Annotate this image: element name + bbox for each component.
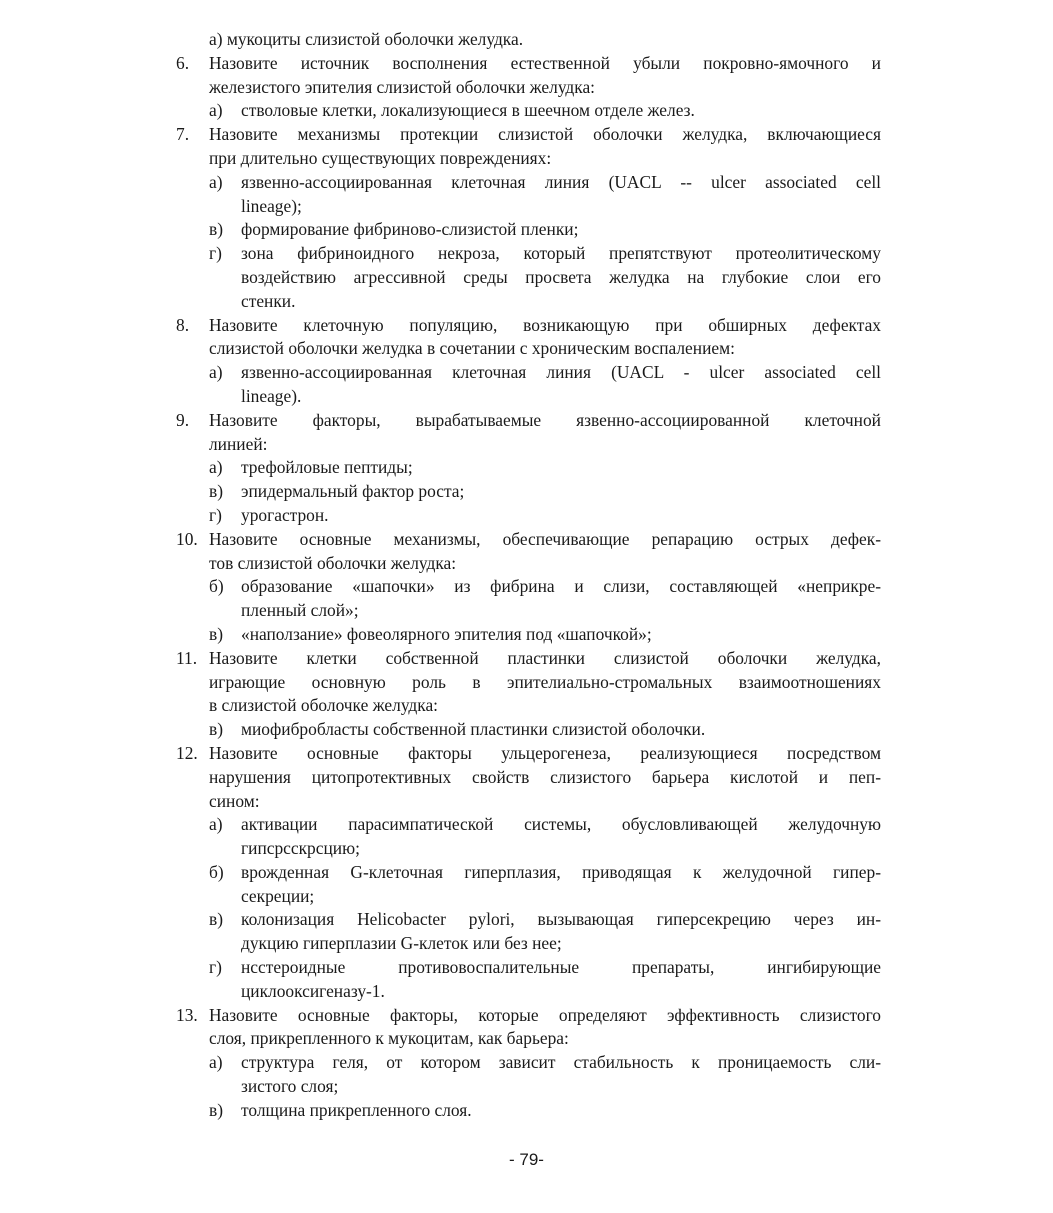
answer-line: [0, 575, 881, 599]
question-text: при длительно существующих повреждениях:: [209, 147, 552, 168]
question-text: железистого эпителия слизистой оболочки желудка:: [209, 76, 596, 97]
question-text: Назовите основные механизмы, обеспечивающие репарацию острых дефек-: [209, 528, 881, 549]
answer-line: [0, 718, 881, 742]
question-text: Назовите факторы, вырабатываемые язвенно-ассоциированной клеточной: [209, 409, 881, 430]
question-continuation: [0, 552, 881, 576]
question-text: тов слизистой оболочки желудка:: [209, 552, 457, 573]
question-line: [0, 123, 881, 147]
question-text: слоя, прикрепленного к мукоцитам, как барьера:: [209, 1028, 569, 1049]
question-line: [0, 742, 881, 766]
answer-line: [0, 1099, 881, 1123]
answer-line: [0, 171, 881, 195]
question-text: слизистой оболочки желудка в сочетании с хроническим воспалением:: [209, 338, 735, 359]
question-number: 13.: [176, 1004, 198, 1025]
answer-marker: г): [209, 504, 222, 525]
answer-text: структура геля, от котором зависит стабильность к проницаемость сли-: [241, 1052, 881, 1073]
answer-line: [0, 813, 881, 837]
document-page: [0, 28, 1053, 1123]
question-text: сином:: [209, 790, 260, 811]
question-text: Назовите источник восполнения естественной убыли покровно-ямочного и: [209, 52, 881, 73]
answer-line: [0, 242, 881, 266]
answer-line: [0, 99, 881, 123]
answer-text: колонизация Helicobacter pylori, вызывающая гиперсекрецию через ин-: [241, 909, 881, 930]
answer-marker: в): [209, 623, 224, 644]
question-number: 9.: [176, 409, 190, 430]
question-line: [0, 647, 881, 671]
answer-text: воздействию агрессивной среды просвета желудка на глубокие слои его: [241, 266, 881, 287]
answer-marker: а): [209, 1052, 223, 1073]
answer-continuation: [0, 837, 881, 861]
answer-marker: а): [209, 100, 223, 121]
answer-line: [0, 480, 881, 504]
answer-marker: г): [209, 243, 222, 264]
page-number: - 79-: [509, 1150, 544, 1169]
answer-line: [0, 908, 881, 932]
answer-continuation: [0, 980, 881, 1004]
answer-text: врожденная G-клеточная гиперплазия, приводящая к желудочной гипер-: [241, 861, 881, 882]
question-continuation: [0, 694, 881, 718]
answer-line: [0, 623, 881, 647]
question-text: играющие основную роль в эпителиально-стромальных взаимоотношениях: [209, 671, 881, 692]
question-text: Назовите клетки собственной пластинки слизистой оболочки желудка,: [209, 647, 881, 668]
question-number: 12.: [176, 742, 198, 763]
answer-text: секреции;: [241, 885, 315, 906]
answer-text: стволовые клетки, локализующиеся в шеечном отделе желез.: [241, 100, 695, 121]
answer-text: активации парасимпатической системы, обусловливающей желудочную: [241, 814, 881, 835]
answer-marker: а): [209, 171, 223, 192]
question-line: [0, 314, 881, 338]
answer-text: «наползание» фовеолярного эпителия под «шапочкой»;: [241, 623, 652, 644]
question-number: 8.: [176, 314, 190, 335]
answer-text: lineage).: [241, 385, 302, 406]
question-line: [0, 409, 881, 433]
answer-marker: а): [209, 814, 223, 835]
answer-marker: г): [209, 957, 222, 978]
answer-line: [0, 956, 881, 980]
answer-text: образование «шапочки» из фибрина и слизи, составляющей «неприкре-: [241, 576, 881, 597]
answer-text: стенки.: [241, 290, 296, 311]
answer-continuation: [0, 599, 881, 623]
question-continuation: [0, 671, 881, 695]
question-continuation: [0, 1027, 881, 1051]
question-text: линией:: [209, 433, 268, 454]
question-text: Назовите механизмы протекции слизистой оболочки желудка, включающиеся: [209, 124, 881, 145]
answer-text: язвенно-ассоциированная клеточная линия (UACL -- ulcer associated cell: [241, 171, 881, 192]
answer-continuation: [0, 195, 881, 219]
answer-line: [0, 504, 881, 528]
answer-marker: а): [209, 457, 223, 478]
answer-text: гипсрсскрсцию;: [241, 838, 360, 859]
answer-marker: б): [209, 861, 224, 882]
answer-text: толщина прикрепленного слоя.: [241, 1099, 472, 1120]
answer-continuation: [0, 266, 881, 290]
answer-text: пленный слой»;: [241, 600, 359, 621]
question-text: Назовите клеточную популяцию, возникающую при обширных дефектах: [209, 314, 881, 335]
answer-line: [0, 861, 881, 885]
question-continuation: [0, 766, 881, 790]
question-continuation: [0, 433, 881, 457]
answer-continuation: [0, 385, 881, 409]
answer-text: формирование фибриново-слизистой пленки;: [241, 219, 579, 240]
answer-text: урогастрон.: [241, 504, 329, 525]
question-text: Назовите основные факторы ульцерогенеза, реализующиеся посредством: [209, 742, 881, 763]
answer-line: [0, 28, 1053, 52]
answer-text: миофибробласты собственной пластинки слизистой оболочки.: [241, 719, 706, 740]
answer-text: эпидермальный фактор роста;: [241, 481, 465, 502]
answer-line: [0, 456, 881, 480]
answer-line: [0, 361, 881, 385]
answer-continuation: [0, 1075, 881, 1099]
question-continuation: [0, 147, 881, 171]
answer-marker: б): [209, 576, 224, 597]
answer-text: нсстероидные противовоспалительные препараты, ингибирующие: [241, 957, 881, 978]
answer-text: дукцию гиперплазии G-клеток или без нее;: [241, 933, 562, 954]
answer-line: [0, 218, 881, 242]
answer-marker: в): [209, 909, 224, 930]
answer-text: циклооксигеназу-1.: [241, 980, 385, 1001]
question-text: нарушения цитопротективных свойств слизистого барьера кислотой и пеп-: [209, 766, 881, 787]
answer-text: зистого слоя;: [241, 1076, 339, 1097]
question-line: [0, 52, 881, 76]
answer-text: зона фибриноидного некроза, который препятствуют протеолитическому: [241, 243, 881, 264]
question-continuation: [0, 790, 881, 814]
answer-marker: в): [209, 719, 224, 740]
answer-marker: в): [209, 481, 224, 502]
answer-marker: а): [209, 362, 223, 383]
question-continuation: [0, 337, 881, 361]
answer-continuation: [0, 932, 881, 956]
answer-text: lineage);: [241, 195, 302, 216]
question-number: 6.: [176, 52, 190, 73]
question-text: в слизистой оболочке желудка:: [209, 695, 439, 716]
answer-text: трефойловые пептиды;: [241, 457, 413, 478]
answer-continuation: [0, 885, 881, 909]
question-continuation: [0, 76, 881, 100]
answer-text: язвенно-ассоциированная клеточная линия (UACL - ulcer associated cell: [241, 362, 881, 383]
answer-continuation: [0, 290, 881, 314]
question-number: 7.: [176, 124, 190, 145]
question-line: [0, 1004, 881, 1028]
answer-marker: в): [209, 1099, 224, 1120]
question-text: Назовите основные факторы, которые определяют эффективность слизистого: [209, 1004, 881, 1025]
answer-line: [0, 1051, 881, 1075]
question-number: 11.: [176, 647, 198, 668]
answer-marker: в): [209, 219, 224, 240]
question-number: 10.: [176, 528, 198, 549]
question-line: [0, 528, 881, 552]
answer-text: а) мукоциты слизистой оболочки желудка.: [209, 29, 524, 49]
